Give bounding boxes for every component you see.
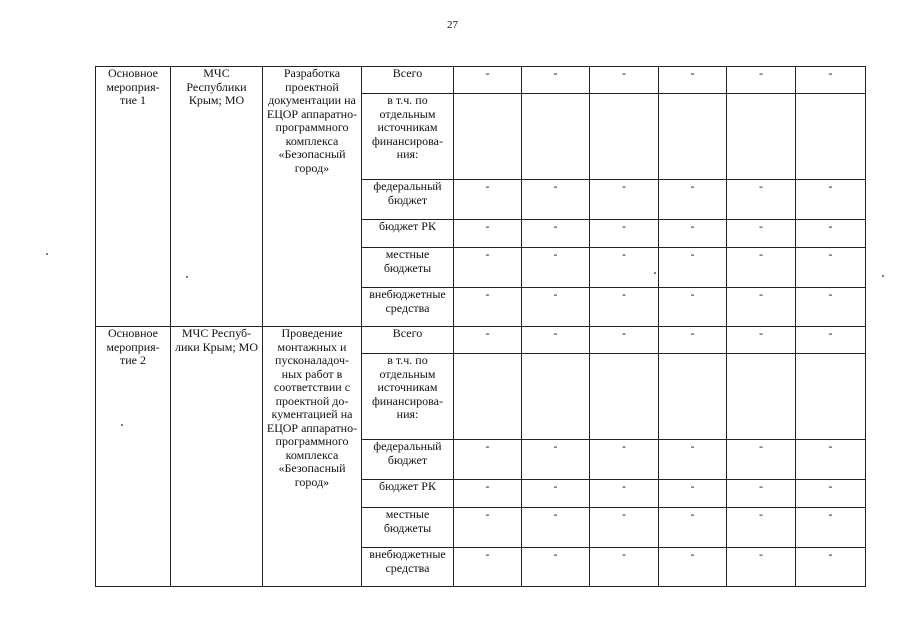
value-cell: - — [659, 180, 727, 220]
value-cell: - — [796, 440, 866, 480]
value-cell: - — [454, 327, 522, 354]
funding-source-cell: Всего — [362, 67, 454, 94]
table-body — [96, 67, 866, 587]
value-cell — [659, 354, 727, 440]
value-cell — [522, 94, 590, 180]
scan-speck — [121, 424, 123, 426]
value-cell: - — [796, 220, 866, 248]
value-cell: - — [590, 180, 659, 220]
value-cell: - — [590, 508, 659, 548]
funding-source-cell: местные бюджеты — [362, 508, 454, 548]
value-cell: - — [727, 220, 796, 248]
value-cell: - — [659, 248, 727, 288]
funding-source-cell: внебюджетные средства — [362, 288, 454, 327]
event-cell: Основное мероприя-тие 2 — [96, 327, 171, 587]
value-cell: - — [727, 548, 796, 587]
value-cell: - — [659, 67, 727, 94]
funding-source-cell: внебюджетные средства — [362, 548, 454, 587]
value-cell: - — [522, 220, 590, 248]
scan-speck — [882, 275, 884, 277]
value-cell: - — [590, 67, 659, 94]
value-cell: - — [454, 548, 522, 587]
value-cell: - — [659, 288, 727, 327]
value-cell: - — [727, 327, 796, 354]
value-cell: - — [659, 327, 727, 354]
value-cell: - — [727, 288, 796, 327]
funding-source-cell: бюджет РК — [362, 220, 454, 248]
value-cell: - — [454, 180, 522, 220]
value-cell: - — [796, 480, 866, 508]
value-cell — [590, 94, 659, 180]
value-cell: - — [454, 220, 522, 248]
funding-source-cell: федеральный бюджет — [362, 440, 454, 480]
value-cell: - — [659, 440, 727, 480]
value-cell: - — [796, 67, 866, 94]
value-cell: - — [590, 248, 659, 288]
value-cell — [796, 354, 866, 440]
scan-speck — [654, 272, 656, 274]
value-cell — [727, 354, 796, 440]
value-cell: - — [522, 548, 590, 587]
value-cell: - — [727, 440, 796, 480]
value-cell: - — [454, 508, 522, 548]
financing-table — [95, 66, 866, 587]
funding-source-cell: Всего — [362, 327, 454, 354]
value-cell: - — [590, 220, 659, 248]
value-cell: - — [522, 440, 590, 480]
scan-speck — [46, 253, 48, 255]
value-cell: - — [659, 508, 727, 548]
event-cell: Основное мероприя-тие 1 — [96, 67, 171, 327]
value-cell: - — [659, 220, 727, 248]
value-cell: - — [590, 327, 659, 354]
value-cell: - — [522, 480, 590, 508]
value-cell: - — [796, 180, 866, 220]
value-cell — [659, 94, 727, 180]
value-cell: - — [590, 480, 659, 508]
value-cell — [796, 94, 866, 180]
value-cell: - — [454, 440, 522, 480]
value-cell: - — [522, 180, 590, 220]
table-row — [96, 67, 866, 94]
value-cell: - — [454, 480, 522, 508]
value-cell: - — [590, 548, 659, 587]
value-cell: - — [522, 248, 590, 288]
executor-cell: МЧС Респуб-лики Крым; МО — [171, 327, 263, 587]
value-cell: - — [522, 327, 590, 354]
page-number: 27 — [447, 19, 458, 31]
value-cell: - — [590, 440, 659, 480]
value-cell: - — [727, 480, 796, 508]
funding-source-cell: в т.ч. по отдельным источникам финансирова-ния: — [362, 354, 454, 440]
value-cell: - — [454, 67, 522, 94]
funding-source-cell: федеральный бюджет — [362, 180, 454, 220]
value-cell — [727, 94, 796, 180]
funding-source-cell: местные бюджеты — [362, 248, 454, 288]
value-cell: - — [796, 548, 866, 587]
value-cell: - — [522, 508, 590, 548]
value-cell: - — [590, 288, 659, 327]
value-cell: - — [727, 248, 796, 288]
executor-cell: МЧС Республики Крым; МО — [171, 67, 263, 327]
value-cell: - — [454, 248, 522, 288]
value-cell: - — [522, 67, 590, 94]
value-cell: - — [727, 67, 796, 94]
funding-source-cell: в т.ч. по отдельным источникам финансирова-ния: — [362, 94, 454, 180]
value-cell: - — [727, 508, 796, 548]
value-cell: - — [522, 288, 590, 327]
scan-speck — [186, 276, 188, 278]
value-cell: - — [796, 288, 866, 327]
description-cell: Проведение монтажных и пусконаладоч-ных работ в соответствии с проектной до-кументацией на ЕЦОР аппаратно-программного комплекса «Безопасный город» — [263, 327, 362, 587]
value-cell: - — [727, 180, 796, 220]
value-cell: - — [454, 288, 522, 327]
description-cell: Разработка проектной документации на ЕЦОР аппаратно-программного комплекса «Безопасный город» — [263, 67, 362, 327]
funding-source-cell: бюджет РК — [362, 480, 454, 508]
value-cell — [590, 354, 659, 440]
value-cell: - — [796, 327, 866, 354]
value-cell — [522, 354, 590, 440]
value-cell — [454, 354, 522, 440]
value-cell: - — [796, 508, 866, 548]
value-cell: - — [659, 480, 727, 508]
value-cell — [454, 94, 522, 180]
table-row — [96, 327, 866, 354]
value-cell: - — [796, 248, 866, 288]
value-cell: - — [659, 548, 727, 587]
